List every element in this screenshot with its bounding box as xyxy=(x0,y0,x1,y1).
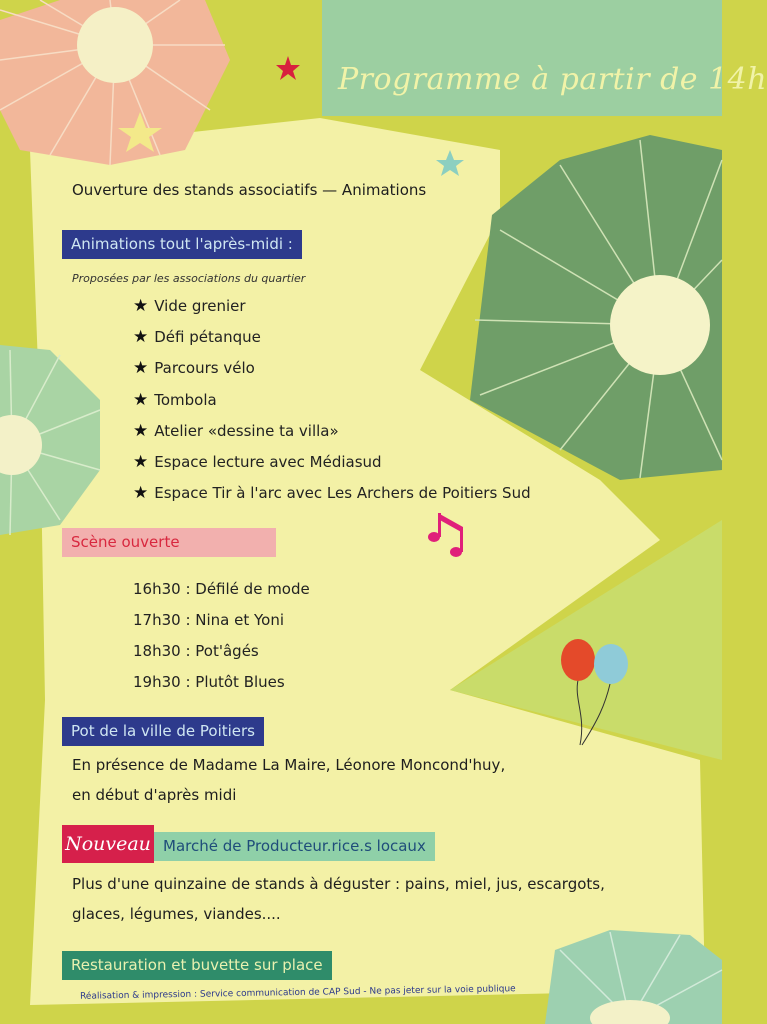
list-item: ★ Vide grenier xyxy=(133,296,246,316)
animations-list xyxy=(133,293,531,511)
schedule-item: 19h30 : Plutôt Blues xyxy=(133,673,285,691)
list-item: ★ Parcours vélo xyxy=(133,358,255,379)
schedule-item: 17h30 : Nina et Yoni xyxy=(133,611,285,629)
marche-line-2: glaces, légumes, viandes.... xyxy=(72,905,281,923)
star-icon: ★ xyxy=(133,420,149,441)
star-icon: ★ xyxy=(133,296,149,316)
list-item: ★ Espace lecture avec Médiasud xyxy=(133,451,382,472)
marche-heading: Marché de Producteur.rice.s locaux xyxy=(154,832,435,861)
list-item: ★ Espace Tir à l'arc avec Les Archers de Poitiers Sud xyxy=(133,483,531,504)
scene-schedule xyxy=(133,576,310,700)
nouveau-badge: Nouveau xyxy=(62,825,154,863)
marche-line-1: Plus d'une quinzaine de stands à déguster : pains, miel, jus, escargots, xyxy=(72,875,605,893)
scene-heading: Scène ouverte xyxy=(62,528,276,557)
title-banner xyxy=(322,0,722,116)
star-icon: ★ xyxy=(133,358,149,379)
restauration-heading: Restauration et buvette sur place xyxy=(62,951,332,980)
list-item: ★ Atelier «dessine ta villa» xyxy=(133,420,339,441)
bottom-fan-icon xyxy=(545,930,722,1024)
star-icon: ★ xyxy=(133,327,149,348)
footer-credits: Réalisation & impression : Service communication de CAP Sud - Ne pas jeter sur la voie publique xyxy=(79,984,516,1002)
animations-subtitle: Proposées par les associations du quartier xyxy=(72,272,306,285)
animations-heading: Animations tout l'après-midi : xyxy=(62,230,302,259)
intro-text: Ouverture des stands associatifs — Animations xyxy=(72,181,427,199)
red-star-icon xyxy=(276,56,300,80)
pot-line-1: En présence de Madame La Maire, Léonore Moncond'huy, xyxy=(72,756,506,774)
list-item: ★ Défi pétanque xyxy=(133,327,261,348)
star-icon: ★ xyxy=(133,483,149,504)
list-item: ★ Tombola xyxy=(133,389,217,410)
star-icon: ★ xyxy=(133,451,149,472)
schedule-item: 16h30 : Défilé de mode xyxy=(133,580,310,598)
schedule-item: 18h30 : Pot'âgés xyxy=(133,642,259,660)
page-title: Programme à partir de 14h xyxy=(338,62,767,97)
star-icon: ★ xyxy=(133,389,149,410)
pot-line-2: en début d'après midi xyxy=(72,786,237,804)
pot-heading: Pot de la ville de Poitiers xyxy=(62,717,264,746)
